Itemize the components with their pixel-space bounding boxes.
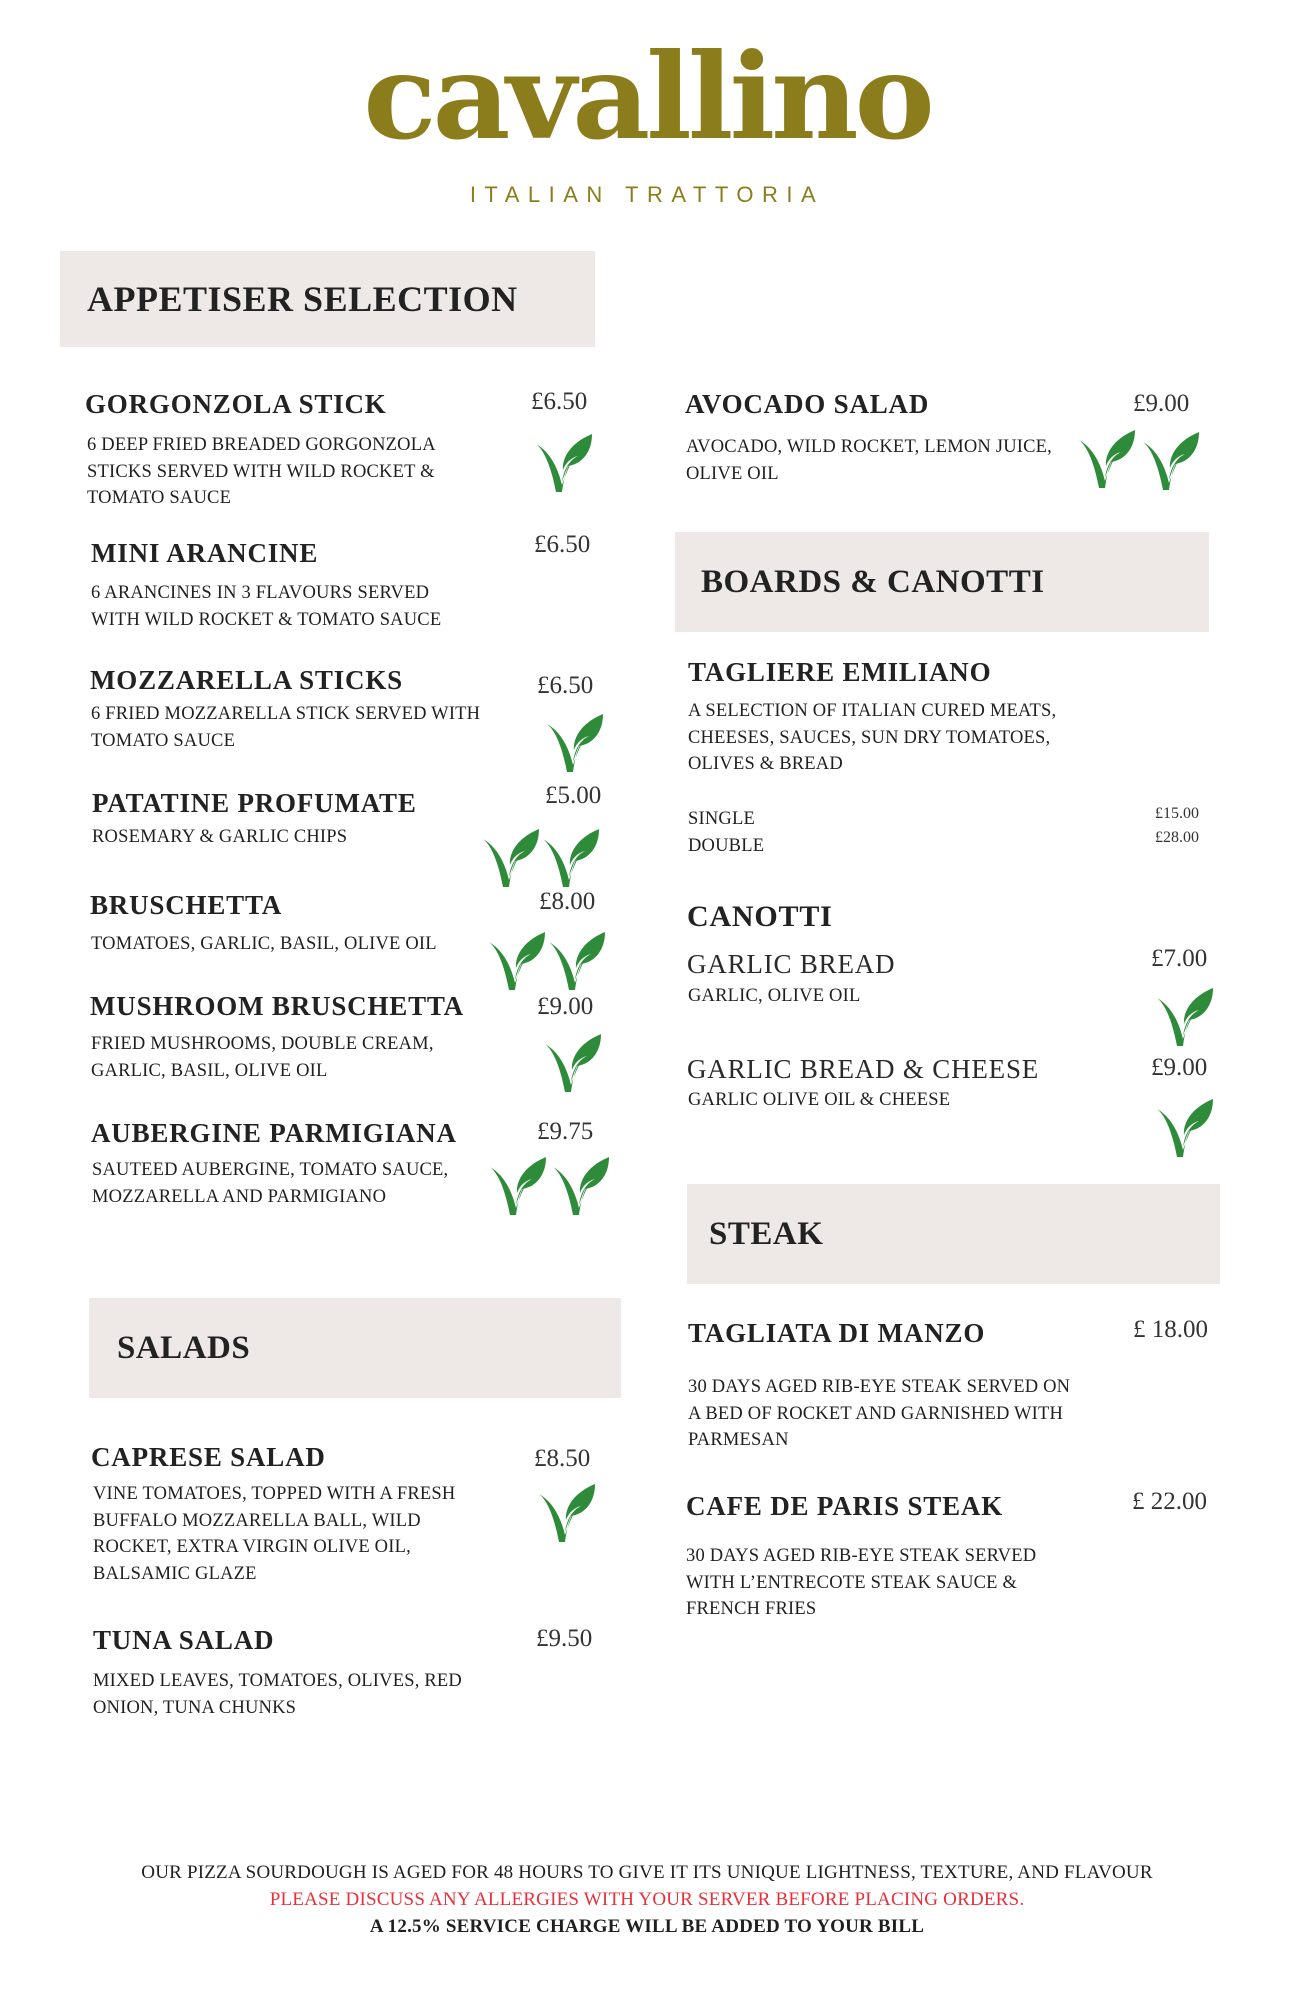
section-header-boards [675, 532, 1209, 632]
item-description: MIXED LEAVES, TOMATOES, OLIVES, RED ONION, TUNA CHUNKS [93, 1671, 462, 1718]
section-title: APPETISER SELECTION [87, 279, 518, 319]
item-description: GARLIC, OLIVE OIL [688, 986, 861, 1006]
vegan-icon [540, 825, 602, 889]
item-description: 6 DEEP FRIED BREADED GORGONZOLA STICKS SERVED WITH WILD ROCKET & TOMATO SAUCE [87, 435, 436, 508]
item-name: MOZZARELLA STICKS [90, 665, 403, 695]
item-price: £9.00 [1151, 1054, 1208, 1081]
brand-logo: cavallino [363, 27, 931, 166]
item-name: GARLIC BREAD & CHEESE [687, 1054, 1040, 1084]
item-name: TAGLIERE EMILIANO [688, 657, 992, 687]
footer-service-charge: A 12.5% SERVICE CHARGE WILL BE ADDED TO YOUR BILL [369, 1916, 925, 1937]
subsection-title-canotti: CANOTTI [687, 900, 833, 933]
item-price: £6.50 [534, 531, 591, 558]
board-size-options [688, 806, 764, 859]
option-price: £15.00 [1155, 805, 1199, 822]
option-label: SINGLE [688, 809, 755, 829]
item-description: GARLIC OLIVE OIL & CHEESE [688, 1090, 951, 1110]
item-name: GARLIC BREAD [687, 949, 896, 979]
item-name: AVOCADO SALAD [685, 389, 930, 419]
item-price: £6.50 [537, 672, 594, 699]
item-name: CAPRESE SALAD [91, 1442, 326, 1472]
item-name: AUBERGINE PARMIGIANA [91, 1118, 457, 1148]
item-name: MUSHROOM BRUSCHETTA [90, 991, 464, 1021]
item-price: £6.50 [531, 388, 588, 415]
vegan-icon [550, 1153, 612, 1217]
item-description: AVOCADO, WILD ROCKET, LEMON JUICE, OLIVE OIL [686, 437, 1052, 484]
section-title: SALADS [117, 1329, 251, 1366]
vegan-icon [480, 825, 542, 889]
item-name: TUNA SALAD [93, 1625, 275, 1655]
item-name: MINI ARANCINE [91, 538, 319, 568]
vegan-icon [486, 928, 548, 992]
item-description: A SELECTION OF ITALIAN CURED MEATS, CHEESES, SAUCES, SUN DRY TOMATOES, OLIVES & BREAD [688, 701, 1057, 774]
vegan-icon [1154, 984, 1216, 1048]
section-title: BOARDS & CANOTTI [701, 563, 1045, 600]
footer-sourdough-note: OUR PIZZA SOURDOUGH IS AGED FOR 48 HOURS TO GIVE IT ITS UNIQUE LIGHTNESS, TEXTURE, AND FLAVOUR [141, 1862, 1153, 1883]
option-label: DOUBLE [688, 835, 765, 856]
item-description: 30 DAYS AGED RIB-EYE STEAK SERVED WITH L’ENTRECOTE STEAK SAUCE & FRENCH FRIES [686, 1546, 1037, 1619]
item-name: CAFE DE PARIS STEAK [686, 1491, 1003, 1521]
vegan-icon [536, 1480, 598, 1544]
item-description: SAUTEED AUBERGINE, TOMATO SAUCE, MOZZARELLA AND PARMIGIANO [92, 1160, 449, 1207]
item-price: £9.00 [537, 993, 594, 1020]
item-description: VINE TOMATOES, TOPPED WITH A FRESH BUFFALO MOZZARELLA BALL, WILD ROCKET, EXTRA VIRGIN OLIVE OIL, BALSAMIC GLAZE [93, 1484, 456, 1584]
item-price: £8.00 [539, 888, 596, 915]
item-name: TAGLIATA DI MANZO [688, 1318, 986, 1348]
item-description: 6 ARANCINES IN 3 FLAVOURS SERVED WITH WILD ROCKET & TOMATO SAUCE [91, 583, 442, 630]
option-price: £28.00 [1155, 829, 1199, 846]
vegan-icon [544, 710, 606, 774]
item-price: £8.50 [534, 1445, 591, 1472]
item-price: £9.75 [537, 1118, 594, 1145]
vegan-icon [1154, 1095, 1216, 1159]
brand-tagline: ITALIAN TRATTORIA [469, 182, 825, 207]
section-header-steak [687, 1184, 1220, 1284]
item-description: FRIED MUSHROOMS, DOUBLE CREAM, GARLIC, BASIL, OLIVE OIL [91, 1034, 434, 1081]
section-header-salads [89, 1298, 621, 1398]
vegan-icon [1140, 428, 1202, 492]
item-name: PATATINE PROFUMATE [92, 788, 417, 818]
vegan-icon [546, 928, 608, 992]
board-size-prices [1155, 802, 1199, 850]
item-name: GORGONZOLA STICK [85, 389, 387, 419]
vegan-icon [542, 1030, 604, 1094]
vegan-icon [487, 1153, 549, 1217]
item-price: £7.00 [1151, 945, 1208, 972]
item-price: £ 18.00 [1133, 1316, 1208, 1343]
item-description: 6 FRIED MOZZARELLA STICK SERVED WITH TOMATO SAUCE [91, 704, 481, 751]
item-name: BRUSCHETTA [90, 890, 283, 920]
item-description: ROSEMARY & GARLIC CHIPS [92, 827, 348, 847]
footer-allergy-notice: PLEASE DISCUSS ANY ALLERGIES WITH YOUR SERVER BEFORE PLACING ORDERS. [269, 1889, 1025, 1910]
vegan-icon [1076, 426, 1138, 490]
item-price: £9.00 [1133, 390, 1190, 417]
vegan-icon [533, 430, 595, 494]
section-header-appetisers [60, 251, 595, 347]
section-title: STEAK [709, 1215, 824, 1252]
item-description: 30 DAYS AGED RIB-EYE STEAK SERVED ON A BED OF ROCKET AND GARNISHED WITH PARMESAN [688, 1377, 1071, 1450]
item-price: £ 22.00 [1132, 1488, 1207, 1515]
item-price: £9.50 [536, 1625, 593, 1652]
item-price: £5.00 [545, 782, 602, 809]
item-description: TOMATOES, GARLIC, BASIL, OLIVE OIL [91, 934, 437, 954]
